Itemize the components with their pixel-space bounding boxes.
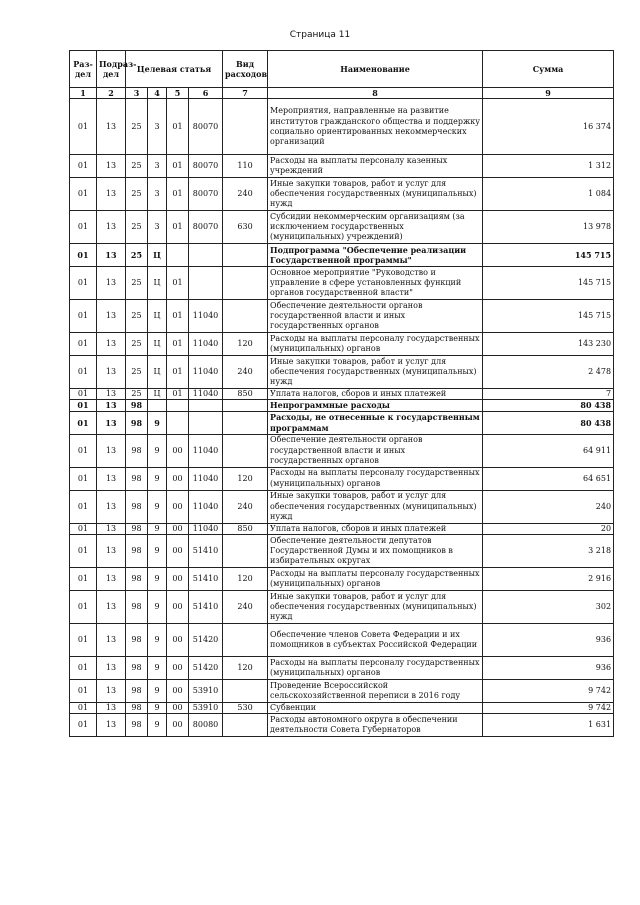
table-row — [70, 590, 614, 623]
cell-razdel: 01 — [70, 99, 97, 155]
cell-vid-raskhodov: 850 — [223, 523, 268, 534]
cell-razdel: 01 — [70, 333, 97, 356]
table-row — [70, 656, 614, 679]
cell-subprogram: Ц — [148, 356, 167, 389]
cell-podrazdel: 13 — [97, 656, 126, 679]
cell-direction: 80070 — [189, 178, 223, 211]
cell-vid-raskhodov — [223, 300, 268, 333]
cell-program: 98 — [126, 590, 148, 623]
cell-subprogram: 9 — [148, 490, 167, 523]
cell-program: 98 — [126, 534, 148, 567]
cell-subprogram: 9 — [148, 411, 167, 434]
cell-podrazdel: 13 — [97, 523, 126, 534]
cell-podrazdel: 13 — [97, 300, 126, 333]
cell-event: 00 — [167, 714, 189, 737]
cell-summa: 80 438 — [483, 411, 614, 434]
column-number: 9 — [483, 88, 614, 99]
cell-subprogram: 9 — [148, 623, 167, 656]
cell-direction: 11040 — [189, 467, 223, 490]
column-number: 2 — [97, 88, 126, 99]
cell-direction: 11040 — [189, 490, 223, 523]
cell-program: 25 — [126, 356, 148, 389]
cell-podrazdel: 13 — [97, 333, 126, 356]
cell-program: 25 — [126, 389, 148, 400]
cell-naimenovanie: Иные закупки товаров, работ и услуг для обеспечения государственных (муниципальных) нужд — [268, 356, 483, 389]
header-summa: Сумма — [483, 51, 614, 88]
cell-vid-raskhodov: 240 — [223, 356, 268, 389]
cell-program: 25 — [126, 178, 148, 211]
cell-vid-raskhodov: 120 — [223, 567, 268, 590]
cell-naimenovanie: Субсидии некоммерческим организациям (за исключением государственных (муниципальных) учреждений) — [268, 211, 483, 244]
cell-event: 00 — [167, 702, 189, 713]
cell-subprogram: 3 — [148, 178, 167, 211]
cell-vid-raskhodov — [223, 99, 268, 155]
cell-subprogram: Ц — [148, 267, 167, 300]
cell-razdel: 01 — [70, 356, 97, 389]
cell-podrazdel: 13 — [97, 590, 126, 623]
cell-direction — [189, 244, 223, 267]
cell-vid-raskhodov: 240 — [223, 178, 268, 211]
cell-program: 98 — [126, 411, 148, 434]
cell-event: 00 — [167, 467, 189, 490]
cell-subprogram: 9 — [148, 656, 167, 679]
cell-vid-raskhodov: 120 — [223, 333, 268, 356]
cell-summa: 145 715 — [483, 244, 614, 267]
cell-event — [167, 411, 189, 434]
table-row — [70, 467, 614, 490]
cell-program: 98 — [126, 490, 148, 523]
cell-naimenovanie: Обеспечение деятельности органов государственной власти и иных государственных органов — [268, 300, 483, 333]
cell-event: 00 — [167, 523, 189, 534]
cell-summa: 143 230 — [483, 333, 614, 356]
cell-podrazdel: 13 — [97, 211, 126, 244]
cell-razdel: 01 — [70, 467, 97, 490]
cell-direction: 53910 — [189, 679, 223, 702]
cell-program: 25 — [126, 99, 148, 155]
cell-direction: 80070 — [189, 155, 223, 178]
column-number: 1 — [70, 88, 97, 99]
cell-summa: 16 374 — [483, 99, 614, 155]
cell-subprogram: 9 — [148, 702, 167, 713]
cell-event: 01 — [167, 211, 189, 244]
cell-razdel: 01 — [70, 656, 97, 679]
table-row — [70, 714, 614, 737]
cell-podrazdel: 13 — [97, 714, 126, 737]
cell-program: 25 — [126, 267, 148, 300]
cell-summa: 145 715 — [483, 267, 614, 300]
cell-summa: 302 — [483, 590, 614, 623]
cell-summa: 1 631 — [483, 714, 614, 737]
cell-direction: 11040 — [189, 389, 223, 400]
cell-program: 25 — [126, 155, 148, 178]
cell-naimenovanie: Субвенции — [268, 702, 483, 713]
cell-summa: 3 218 — [483, 534, 614, 567]
cell-summa: 936 — [483, 656, 614, 679]
cell-subprogram — [148, 400, 167, 411]
cell-event: 01 — [167, 178, 189, 211]
cell-podrazdel: 13 — [97, 99, 126, 155]
cell-subprogram: 9 — [148, 534, 167, 567]
cell-direction: 11040 — [189, 523, 223, 534]
cell-naimenovanie: Мероприятия, направленные на развитие институтов гражданского общества и поддержку социально ориентированных некоммерческих организаций — [268, 99, 483, 155]
cell-razdel: 01 — [70, 523, 97, 534]
column-number: 3 — [126, 88, 148, 99]
table-row — [70, 389, 614, 400]
cell-subprogram: 3 — [148, 211, 167, 244]
cell-summa: 7 — [483, 389, 614, 400]
cell-naimenovanie: Расходы на выплаты персоналу казенных учреждений — [268, 155, 483, 178]
cell-direction: 51420 — [189, 623, 223, 656]
cell-subprogram: Ц — [148, 244, 167, 267]
cell-event: 01 — [167, 356, 189, 389]
cell-direction: 51420 — [189, 656, 223, 679]
cell-razdel: 01 — [70, 178, 97, 211]
cell-direction: 80070 — [189, 99, 223, 155]
header-vid-raskhodov: Вид расходов — [223, 51, 268, 88]
cell-event: 01 — [167, 99, 189, 155]
cell-razdel: 01 — [70, 714, 97, 737]
header-naimenovanie: Наименование — [268, 51, 483, 88]
cell-naimenovanie: Расходы автономного округа в обеспечении деятельности Совета Губернаторов — [268, 714, 483, 737]
cell-vid-raskhodov — [223, 714, 268, 737]
column-number: 8 — [268, 88, 483, 99]
cell-subprogram: 9 — [148, 567, 167, 590]
cell-program: 98 — [126, 434, 148, 467]
cell-subprogram: 3 — [148, 99, 167, 155]
cell-podrazdel: 13 — [97, 411, 126, 434]
column-number: 6 — [189, 88, 223, 99]
cell-direction: 51410 — [189, 534, 223, 567]
cell-podrazdel: 13 — [97, 400, 126, 411]
cell-program: 98 — [126, 714, 148, 737]
cell-subprogram: 9 — [148, 714, 167, 737]
cell-program: 98 — [126, 567, 148, 590]
table-row — [70, 99, 614, 155]
cell-razdel: 01 — [70, 389, 97, 400]
cell-naimenovanie: Обеспечение деятельности депутатов Государственной Думы и их помощников в избирательных округах — [268, 534, 483, 567]
cell-razdel: 01 — [70, 267, 97, 300]
cell-subprogram: 9 — [148, 679, 167, 702]
cell-podrazdel: 13 — [97, 434, 126, 467]
cell-razdel: 01 — [70, 679, 97, 702]
table-row — [70, 523, 614, 534]
cell-summa: 9 742 — [483, 702, 614, 713]
table-row — [70, 679, 614, 702]
cell-summa: 145 715 — [483, 300, 614, 333]
cell-podrazdel: 13 — [97, 534, 126, 567]
column-number: 5 — [167, 88, 189, 99]
table-row — [70, 434, 614, 467]
cell-podrazdel: 13 — [97, 267, 126, 300]
cell-razdel: 01 — [70, 300, 97, 333]
cell-vid-raskhodov — [223, 400, 268, 411]
cell-podrazdel: 13 — [97, 702, 126, 713]
cell-subprogram: Ц — [148, 389, 167, 400]
table-row — [70, 534, 614, 567]
cell-summa: 2 916 — [483, 567, 614, 590]
cell-subprogram: Ц — [148, 333, 167, 356]
table-row — [70, 356, 614, 389]
table-row — [70, 623, 614, 656]
cell-podrazdel: 13 — [97, 178, 126, 211]
cell-razdel: 01 — [70, 534, 97, 567]
cell-direction: 11040 — [189, 333, 223, 356]
cell-naimenovanie: Иные закупки товаров, работ и услуг для обеспечения государственных (муниципальных) нужд — [268, 590, 483, 623]
column-number: 7 — [223, 88, 268, 99]
table-row — [70, 490, 614, 523]
cell-naimenovanie: Основное мероприятие "Руководство и управление в сфере установленных функций органов государственной власти" — [268, 267, 483, 300]
cell-naimenovanie: Расходы на выплаты персоналу государственных (муниципальных) органов — [268, 333, 483, 356]
cell-direction: 11040 — [189, 300, 223, 333]
cell-direction: 11040 — [189, 356, 223, 389]
cell-event — [167, 244, 189, 267]
cell-razdel: 01 — [70, 623, 97, 656]
cell-subprogram: 9 — [148, 467, 167, 490]
cell-direction: 80080 — [189, 714, 223, 737]
table-row — [70, 300, 614, 333]
table-row — [70, 333, 614, 356]
cell-razdel: 01 — [70, 567, 97, 590]
table-row — [70, 211, 614, 244]
cell-summa: 64 911 — [483, 434, 614, 467]
cell-direction: 11040 — [189, 434, 223, 467]
cell-summa: 2 478 — [483, 356, 614, 389]
cell-naimenovanie: Иные закупки товаров, работ и услуг для обеспечения государственных (муниципальных) нужд — [268, 490, 483, 523]
header-tselevaya-statya: Целевая статья — [126, 51, 223, 88]
cell-naimenovanie: Расходы, не отнесенные к государственным программам — [268, 411, 483, 434]
cell-direction — [189, 411, 223, 434]
cell-program: 25 — [126, 244, 148, 267]
cell-naimenovanie: Иные закупки товаров, работ и услуг для обеспечения государственных (муниципальных) нужд — [268, 178, 483, 211]
cell-naimenovanie: Обеспечение членов Совета Федерации и их помощников в субъектах Российской Федерации — [268, 623, 483, 656]
cell-event: 01 — [167, 267, 189, 300]
cell-podrazdel: 13 — [97, 389, 126, 400]
cell-summa: 936 — [483, 623, 614, 656]
cell-event: 00 — [167, 490, 189, 523]
cell-event: 00 — [167, 590, 189, 623]
cell-naimenovanie: Уплата налогов, сборов и иных платежей — [268, 523, 483, 534]
cell-razdel: 01 — [70, 155, 97, 178]
cell-vid-raskhodov — [223, 534, 268, 567]
cell-naimenovanie: Подпрограмма "Обеспечение реализации Государственной программы" — [268, 244, 483, 267]
cell-event: 01 — [167, 333, 189, 356]
cell-naimenovanie: Уплата налогов, сборов и иных платежей — [268, 389, 483, 400]
cell-event: 00 — [167, 656, 189, 679]
cell-program: 25 — [126, 300, 148, 333]
cell-vid-raskhodov: 630 — [223, 211, 268, 244]
cell-vid-raskhodov: 240 — [223, 490, 268, 523]
cell-razdel: 01 — [70, 244, 97, 267]
cell-subprogram: 9 — [148, 434, 167, 467]
cell-razdel: 01 — [70, 411, 97, 434]
cell-summa: 13 978 — [483, 211, 614, 244]
header-razdel: Раз-дел — [70, 51, 97, 88]
cell-vid-raskhodov: 110 — [223, 155, 268, 178]
cell-naimenovanie: Расходы на выплаты персоналу государственных (муниципальных) органов — [268, 467, 483, 490]
cell-podrazdel: 13 — [97, 490, 126, 523]
cell-naimenovanie: Расходы на выплаты персоналу государственных (муниципальных) органов — [268, 656, 483, 679]
cell-razdel: 01 — [70, 702, 97, 713]
cell-summa: 240 — [483, 490, 614, 523]
cell-event: 00 — [167, 679, 189, 702]
cell-vid-raskhodov: 530 — [223, 702, 268, 713]
cell-summa: 9 742 — [483, 679, 614, 702]
cell-direction — [189, 400, 223, 411]
cell-event: 01 — [167, 300, 189, 333]
cell-direction: 53910 — [189, 702, 223, 713]
table-row — [70, 244, 614, 267]
cell-vid-raskhodov — [223, 244, 268, 267]
cell-podrazdel: 13 — [97, 679, 126, 702]
cell-razdel: 01 — [70, 590, 97, 623]
cell-podrazdel: 13 — [97, 567, 126, 590]
column-number-row — [70, 88, 614, 99]
cell-vid-raskhodov — [223, 679, 268, 702]
cell-summa: 20 — [483, 523, 614, 534]
cell-direction — [189, 267, 223, 300]
cell-vid-raskhodov: 120 — [223, 656, 268, 679]
cell-naimenovanie: Обеспечение деятельности органов государственной власти и иных государственных органов — [268, 434, 483, 467]
cell-podrazdel: 13 — [97, 356, 126, 389]
cell-program: 25 — [126, 333, 148, 356]
cell-program: 25 — [126, 211, 148, 244]
page-header: Страница 11 — [289, 30, 351, 40]
cell-vid-raskhodov — [223, 411, 268, 434]
cell-event: 00 — [167, 534, 189, 567]
table-row — [70, 400, 614, 411]
cell-program: 98 — [126, 679, 148, 702]
cell-naimenovanie: Проведение Всероссийской сельскохозяйственной переписи в 2016 году — [268, 679, 483, 702]
table-row — [70, 567, 614, 590]
cell-vid-raskhodov — [223, 434, 268, 467]
cell-podrazdel: 13 — [97, 467, 126, 490]
cell-razdel: 01 — [70, 434, 97, 467]
cell-vid-raskhodov — [223, 267, 268, 300]
cell-event: 01 — [167, 155, 189, 178]
cell-subprogram: 9 — [148, 523, 167, 534]
table-row — [70, 702, 614, 713]
table-row — [70, 267, 614, 300]
cell-summa: 64 651 — [483, 467, 614, 490]
cell-event — [167, 400, 189, 411]
table-row — [70, 178, 614, 211]
cell-program: 98 — [126, 523, 148, 534]
cell-program: 98 — [126, 656, 148, 679]
table-row — [70, 155, 614, 178]
cell-vid-raskhodov: 120 — [223, 467, 268, 490]
cell-program: 98 — [126, 467, 148, 490]
cell-program: 98 — [126, 702, 148, 713]
cell-subprogram: 9 — [148, 590, 167, 623]
cell-naimenovanie: Расходы на выплаты персоналу государственных (муниципальных) органов — [268, 567, 483, 590]
cell-direction: 51410 — [189, 590, 223, 623]
cell-subprogram: 3 — [148, 155, 167, 178]
cell-naimenovanie: Непрограммные расходы — [268, 400, 483, 411]
cell-razdel: 01 — [70, 490, 97, 523]
cell-vid-raskhodov — [223, 623, 268, 656]
cell-event: 00 — [167, 434, 189, 467]
cell-podrazdel: 13 — [97, 155, 126, 178]
table-row — [70, 411, 614, 434]
cell-event: 00 — [167, 623, 189, 656]
cell-program: 98 — [126, 623, 148, 656]
cell-summa: 80 438 — [483, 400, 614, 411]
cell-program: 98 — [126, 400, 148, 411]
cell-direction: 80070 — [189, 211, 223, 244]
cell-subprogram: Ц — [148, 300, 167, 333]
cell-podrazdel: 13 — [97, 623, 126, 656]
cell-summa: 1 312 — [483, 155, 614, 178]
cell-summa: 1 084 — [483, 178, 614, 211]
budget-table — [69, 50, 614, 737]
header-podrazdel: Подраз-дел — [97, 51, 126, 88]
column-number: 4 — [148, 88, 167, 99]
cell-razdel: 01 — [70, 211, 97, 244]
cell-direction: 51410 — [189, 567, 223, 590]
cell-podrazdel: 13 — [97, 244, 126, 267]
cell-event: 01 — [167, 389, 189, 400]
cell-vid-raskhodov: 850 — [223, 389, 268, 400]
cell-vid-raskhodov: 240 — [223, 590, 268, 623]
cell-razdel: 01 — [70, 400, 97, 411]
cell-event: 00 — [167, 567, 189, 590]
